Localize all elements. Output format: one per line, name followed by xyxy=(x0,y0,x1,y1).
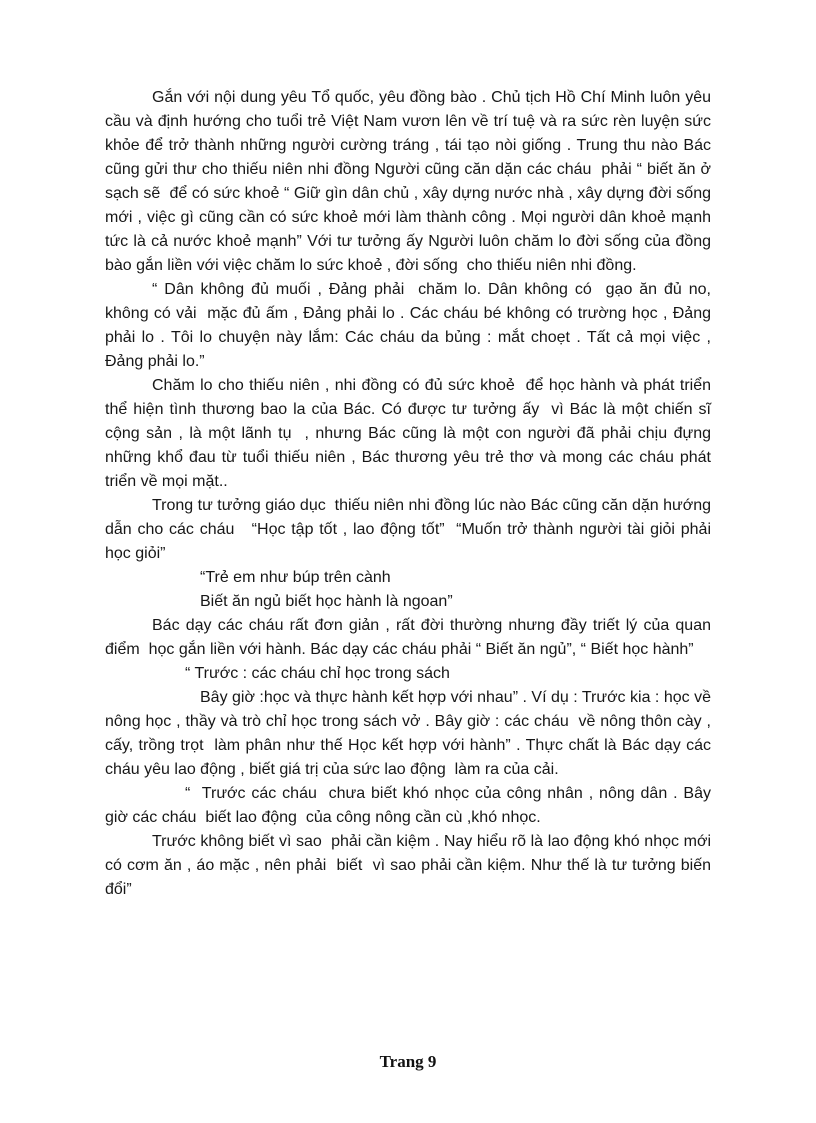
document-body xyxy=(105,86,720,902)
paragraph: Gắn với nội dung yêu Tổ quốc, yêu đồng bào . Chủ tịch Hồ Chí Minh luôn yêu cầu và định hướng cho tuổi trẻ Việt Nam vươn lên về trí tuệ và ra sức rèn luyện sức khỏe để trở thành những người cường tráng , tái tạo nòi giống . Trung thu nào Bác cũng gửi thư cho thiếu niên nhi đồng Người cũng căn dặn các cháu phải “ biết ăn ở sạch sẽ để có sức khoẻ “ Giữ gìn dân chủ , xây dựng nước nhà , xây dựng đời sống mới , việc gì cũng cần có sức khoẻ mới làm thành công . Mọi người dân khoẻ mạnh tức là cả nước khoẻ mạnh” Với tư tưởng ấy Người luôn chăm lo đời sống của đồng bào gắn liền với việc chăm lo sức khoẻ , đời sống cho thiếu niên nhi đồng. xyxy=(105,89,716,274)
verse-line: “Trẻ em như búp trên cành xyxy=(200,569,391,586)
quote-line: “ Trước : các cháu chỉ học trong sách xyxy=(185,665,450,682)
paragraph: Bây giờ :học và thực hành kết hợp với nhau” . Ví dụ : Trước kia : học về nông học , thầy và trò chỉ học trong sách vở . Bây giờ : các cháu về nông thôn cày , cấy, trồng trọt làm phân như thế Học kết hợp với hành” . Thực chất là Bác dạy các cháu yêu lao động , biết giá trị của sức lao động làm ra của cải. xyxy=(105,689,716,778)
paragraph: “ Dân không đủ muối , Đảng phải chăm lo. Dân không có gạo ăn đủ no, không có vải mặc đủ ấm , Đảng phải lo . Các cháu bé không có trường học , Đảng phải lo . Tôi lo chuyện này lắm: Các cháu da bủng : mắt choẹt . Tất cả mọi việc , Đảng phải lo.” xyxy=(105,281,716,370)
paragraph: Chăm lo cho thiếu niên , nhi đồng có đủ sức khoẻ để học hành và phát triển thể hiện tình thương bao la của Bác. Có được tư tưởng ấy vì Bác là một chiến sĩ cộng sản , là một lãnh tụ , nhưng Bác cũng là một con người đã phải chịu đựng những khổ đau từ tuổi thiếu niên , Bác thương yêu trẻ thơ và mong các cháu phát triển về mọi mặt.. xyxy=(105,377,720,490)
paragraph: “ Trước các cháu chưa biết khó nhọc của công nhân , nông dân . Bây giờ các cháu biết lao động của công nông cần cù ,khó nhọc. xyxy=(105,785,716,826)
paragraph: Bác dạy các cháu rất đơn giản , rất đời thường nhưng đầy triết lý của quan điểm học gắn liền với hành. Bác dạy các cháu phải “ Biết ăn ngủ”, “ Biết học hành” xyxy=(105,617,716,658)
verse-line: Biết ăn ngủ biết học hành là ngoan” xyxy=(200,593,453,610)
paragraph: Trong tư tưởng giáo dục thiếu niên nhi đồng lúc nào Bác cũng căn dặn hướng dẫn cho các cháu “Học tập tốt , lao động tốt” “Muốn trở thành người tài giỏi phải học giỏi” xyxy=(105,497,716,562)
page-number: Trang 9 xyxy=(379,1052,437,1071)
paragraph: Trước không biết vì sao phải cần kiệm . Nay hiểu rõ là lao động khó nhọc mới có cơm ăn , áo mặc , nên phải biết vì sao phải cần kiệm. Như thế là tư tưởng biến đổi” xyxy=(105,833,716,898)
